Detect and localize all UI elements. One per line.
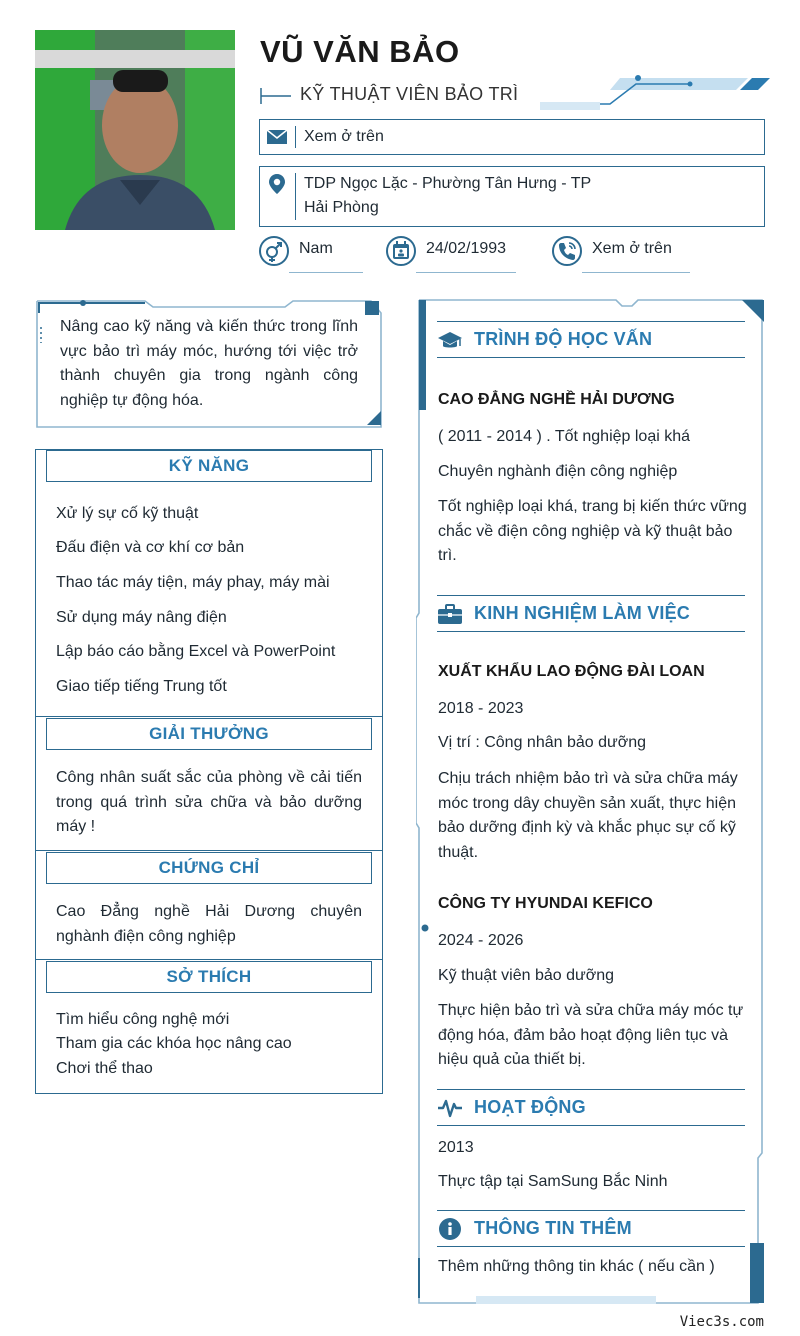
education-title: TRÌNH ĐỘ HỌC VẤN — [474, 329, 653, 349]
certificates-title: CHỨNG CHỈ — [46, 852, 372, 884]
extra-info-text: Thêm những thông tin khác ( nếu cần ) — [438, 1258, 715, 1275]
phone-item — [552, 236, 692, 276]
job-description: Thực hiện bảo trì và sửa chữa máy móc tự động hóa, đảm bảo hoạt động liên tục và hiệu quả của thiết bị. — [438, 1002, 744, 1068]
job-title: KỸ THUẬT VIÊN BẢO TRÌ — [300, 84, 519, 104]
job-period: 2024 - 2026 — [438, 932, 524, 949]
job-position: Kỹ thuật viên bảo dưỡng — [438, 967, 614, 984]
hobby-item: Tìm hiểu công nghệ mới — [56, 1011, 230, 1028]
education-period: ( 2011 - 2014 ) . Tốt nghiệp loại khá — [438, 428, 691, 445]
activities-header — [437, 1089, 745, 1126]
decorative-circuit-icon — [540, 74, 770, 114]
education-header — [437, 321, 745, 358]
job-description: Chịu trách nhiệm bảo trì và sửa chữa máy móc trong dây chuyền sản xuất, thực hiện bảo dưỡng định kỳ và khắc phục sự cố kỹ thuật. — [438, 770, 738, 861]
skill-item: Giao tiếp tiếng Trung tốt — [56, 678, 227, 695]
separator — [295, 173, 296, 220]
address-box — [259, 166, 765, 227]
hobbies-title: SỞ THÍCH — [46, 961, 372, 993]
company-name: XUẤT KHẨU LAO ĐỘNG ĐÀI LOAN — [438, 663, 705, 680]
company-name: CÔNG TY HYUNDAI KEFICO — [438, 895, 653, 912]
skill-item: Sử dụng máy nâng điện — [56, 609, 227, 626]
job-period: 2018 - 2023 — [438, 700, 524, 717]
school-name: CAO ĐẲNG NGHỀ HẢI DƯƠNG — [438, 391, 675, 408]
briefcase-icon — [437, 602, 463, 626]
education-description: Tốt nghiệp loại khá, trang bị kiến thức vững chắc về điện công nghiệp và kỹ thuật bảo trì. — [438, 498, 747, 564]
hobby-item: Tham gia các khóa học nâng cao — [56, 1035, 292, 1052]
candidate-name: VŨ VĂN BẢO — [260, 34, 460, 69]
phone-icon — [554, 238, 580, 264]
section-divider — [35, 716, 383, 717]
info-icon — [437, 1217, 463, 1241]
envelope-icon — [266, 126, 288, 148]
underline — [416, 272, 516, 273]
birthday-item — [386, 236, 516, 276]
experience-header — [437, 595, 745, 632]
activity-text: Thực tập tại SamSung Bắc Ninh — [438, 1173, 668, 1190]
section-divider — [35, 850, 383, 851]
activities-title: HOẠT ĐỘNG — [474, 1097, 586, 1117]
career-objective: Nâng cao kỹ năng và kiến thức trong lĩnh vực bảo trì máy móc, hướng tới việc trở thành chuyên gia trong ngành công nghiệp tự động hóa. — [60, 318, 358, 409]
education-major: Chuyên nghành điện công nghiệp — [438, 463, 678, 480]
skills-title: KỸ NĂNG — [46, 450, 372, 482]
email-value: Xem ở trên — [304, 128, 384, 145]
separator — [295, 126, 296, 148]
pulse-icon — [437, 1096, 463, 1120]
certificate-text: Cao Đẳng nghề Hải Dương chuyên nghành điện công nghiệp — [56, 903, 362, 945]
skill-item: Lập báo cáo bằng Excel và PowerPoint — [56, 643, 336, 660]
extra-info-title: THÔNG TIN THÊM — [474, 1218, 632, 1238]
section-divider — [35, 959, 383, 960]
phone-value: Xem ở trên — [592, 240, 672, 257]
address-line-2: Hải Phòng — [304, 199, 379, 216]
gender-item — [259, 236, 369, 276]
location-pin-icon — [266, 173, 288, 195]
avatar — [35, 30, 235, 230]
email-box — [259, 119, 765, 155]
gender-value: Nam — [299, 240, 333, 257]
underline — [582, 272, 690, 273]
hobby-item: Chơi thể thao — [56, 1060, 153, 1077]
birthday-value: 24/02/1993 — [426, 240, 507, 257]
skill-item: Thao tác máy tiện, máy phay, máy mài — [56, 574, 330, 591]
underline — [289, 272, 363, 273]
award-text: Công nhân suất sắc của phòng về cải tiến trong quá trình sửa chữa và bảo dưỡng máy ! — [56, 769, 362, 835]
role-line-icon — [260, 86, 292, 106]
gender-icon — [261, 238, 287, 264]
skill-item: Đấu điện và cơ khí cơ bản — [56, 539, 245, 556]
extra-info-header — [437, 1210, 745, 1247]
awards-title: GIẢI THƯỞNG — [46, 718, 372, 750]
watermark: Viec3s.com — [679, 1314, 764, 1330]
activity-year: 2013 — [438, 1139, 474, 1156]
profile-photo — [35, 30, 235, 230]
job-position: Vị trí : Công nhân bảo dưỡng — [438, 734, 646, 751]
experience-title: KINH NGHIỆM LÀM VIỆC — [474, 603, 691, 623]
address-line-1: TDP Ngọc Lặc - Phường Tân Hưng - TP — [304, 175, 592, 192]
skill-item: Xử lý sự cố kỹ thuật — [56, 505, 199, 522]
calendar-icon — [388, 238, 414, 264]
graduation-cap-icon — [437, 328, 463, 352]
